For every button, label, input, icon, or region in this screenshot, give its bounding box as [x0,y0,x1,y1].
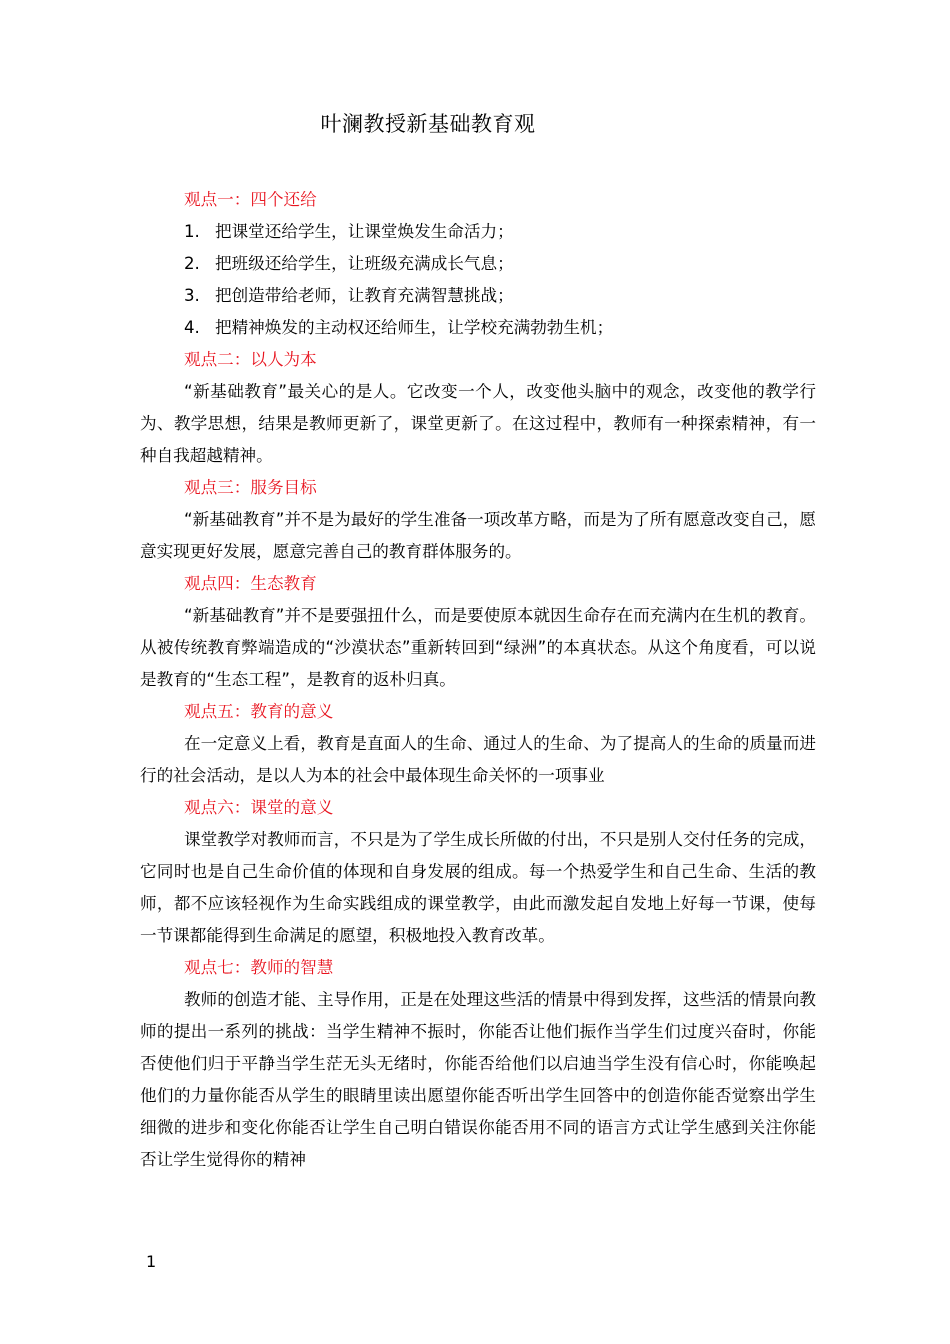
list-item-number: 4. [184,318,200,337]
list-item-text: 把精神焕发的主动权还给师生，让学校充满勃勃生机； [215,318,614,337]
list-item-text: 把课堂还给学生，让课堂焕发生命活力； [215,222,514,241]
list-item [140,312,816,344]
list-item-text: 把创造带给老师，让教育充满智慧挑战； [215,286,514,305]
list-item [140,248,816,280]
section-heading-2: 观点二：以人为本 [184,350,317,369]
section-paragraph-6: 课堂教学对教师而言，不只是为了学生成长所做的付出，不只是别人交付任务的完成，它同时也是自己生命价值的体现和自身发展的组成。每一个热爱学生和自己生命、生活的教师，都不应该轻视作为生命实践组成的课堂教学，由此而激发起自发地上好每一节课，使每一节课都能得到生命满足的愿望，积极地投入教育改革。 [140,830,816,945]
section-heading-1: 观点一：四个还给 [184,190,317,209]
list-item-number: 2. [184,254,200,273]
section-heading-7: 观点七：教师的智慧 [184,958,334,977]
section-paragraph-3: “新基础教育”并不是为最好的学生准备一项改革方略，而是为了所有愿意改变自己，愿意实现更好发展，愿意完善自己的教育群体服务的。 [140,510,816,561]
list-item-number: 1. [184,222,200,241]
document-body [140,184,816,1176]
section-paragraph-2: “新基础教育”最关心的是人。它改变一个人，改变他头脑中的观念，改变他的教学行为、教学思想，结果是教师更新了，课堂更新了。在这过程中，教师有一种探索精神，有一种自我超越精神。 [140,382,816,465]
document-title: 叶澜教授新基础教育观 [320,112,536,136]
list-item [140,280,816,312]
section-heading-4: 观点四：生态教育 [184,574,317,593]
section-paragraph-4: “新基础教育”并不是要强扭什么，而是要使原本就因生命存在而充满内在生机的教育。从被传统教育弊端造成的“沙漠状态”重新转回到“绿洲”的本真状态。从这个角度看，可以说是教育的“生态工程”，是教育的返朴归真。 [140,606,816,689]
section-heading-6: 观点六：课堂的意义 [184,798,334,817]
section-heading-5: 观点五：教育的意义 [184,702,334,721]
list-item-text: 把班级还给学生，让班级充满成长气息； [215,254,514,273]
list-item-number: 3. [184,286,200,305]
section-heading-3: 观点三：服务目标 [184,478,317,497]
page-number: 1 [146,1252,157,1271]
section-paragraph-7: 教师的创造才能、主导作用，正是在处理这些活的情景中得到发挥，这些活的情景向教师的提出一系列的挑战：当学生精神不振时，你能否让他们振作当学生们过度兴奋时，你能否使他们归于平静当学生茫无头无绪时，你能否给他们以启迪当学生没有信心时，你能唤起他们的力量你能否从学生的眼睛里读出愿望你能否听出学生回答中的创造你能否觉察出学生细微的进步和变化你能否让学生自己明白错误你能否用不同的语言方式让学生感到关注你能否让学生觉得你的精神 [140,990,816,1169]
section-paragraph-5: 在一定意义上看，教育是直面人的生命、通过人的生命、为了提高人的生命的质量而进行的社会活动，是以人为本的社会中最体现生命关怀的一项事业 [140,734,816,785]
list-item [140,216,816,248]
